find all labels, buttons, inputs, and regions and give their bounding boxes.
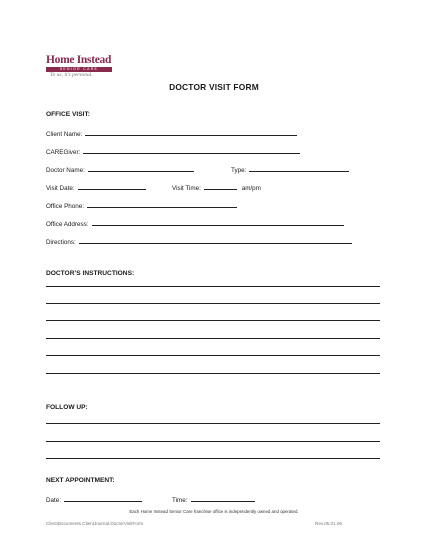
caregiver-label: CAREGiver: — [46, 149, 81, 156]
appointment-time-label: Time: — [172, 497, 188, 504]
instructions-line-6[interactable] — [46, 373, 380, 374]
office-visit-heading: OFFICE VISIT: — [46, 111, 90, 118]
instructions-line-3[interactable] — [46, 320, 380, 321]
office-phone-label: Office Phone: — [46, 203, 85, 210]
doctor-name-row — [46, 165, 194, 174]
doctor-name-field[interactable] — [88, 165, 194, 172]
appointment-time-field[interactable] — [191, 495, 255, 502]
directions-row — [46, 237, 352, 246]
visit-time-label: Visit Time: — [172, 185, 201, 192]
instructions-line-1[interactable] — [46, 286, 380, 287]
client-name-field[interactable] — [85, 129, 297, 136]
logo-subline: SENIOR CARE — [46, 67, 112, 72]
logo-tagline: To us, it's personal. — [50, 72, 93, 78]
visit-time-row — [172, 183, 261, 192]
client-name-row — [46, 129, 297, 138]
visit-time-field[interactable] — [204, 183, 237, 190]
franchise-footnote: Each Home Instead Senior Care franchise office is independently owned and operated. — [129, 509, 299, 514]
office-address-row — [46, 219, 344, 228]
directions-label: Directions: — [46, 239, 76, 246]
caregiver-field[interactable] — [83, 147, 300, 154]
next-appointment-heading: NEXT APPOINTMENT: — [46, 477, 115, 484]
appointment-date-row — [46, 495, 142, 504]
appointment-date-label: Date: — [46, 497, 62, 504]
am-pm-label: am/pm — [241, 185, 261, 192]
follow-up-heading: FOLLOW UP: — [46, 404, 88, 411]
visit-date-label: Visit Date: — [46, 185, 75, 192]
visit-date-row — [46, 183, 146, 192]
doctor-name-label: Doctor Name: — [46, 167, 85, 174]
doctors-instructions-heading: DOCTOR’S INSTRUCTIONS: — [46, 270, 135, 277]
document-path: ClientDocuments.ClientJournal.DoctorVisitForm — [46, 521, 144, 526]
follow-up-line-1[interactable] — [46, 423, 380, 424]
office-phone-field[interactable] — [87, 201, 237, 208]
revision-number: Rev.05.01.06 — [315, 521, 342, 526]
instructions-line-2[interactable] — [46, 303, 380, 304]
form-title: DOCTOR VISIT FORM — [169, 82, 259, 92]
office-address-label: Office Address: — [46, 221, 89, 228]
instructions-line-4[interactable] — [46, 338, 380, 339]
instructions-line-5[interactable] — [46, 355, 380, 356]
type-row — [231, 165, 349, 174]
type-field[interactable] — [249, 165, 349, 172]
follow-up-line-3[interactable] — [46, 458, 380, 459]
office-address-field[interactable] — [92, 219, 344, 226]
logo-brand: Home Instead — [46, 54, 112, 66]
caregiver-row — [46, 147, 300, 156]
appointment-date-field[interactable] — [64, 495, 142, 502]
type-label: Type: — [231, 167, 247, 174]
office-phone-row — [46, 201, 237, 210]
follow-up-line-2[interactable] — [46, 441, 380, 442]
appointment-time-row — [172, 495, 255, 504]
home-instead-logo — [46, 56, 116, 80]
visit-date-field[interactable] — [78, 183, 146, 190]
client-name-label: Client Name: — [46, 131, 83, 138]
directions-field[interactable] — [79, 237, 352, 244]
